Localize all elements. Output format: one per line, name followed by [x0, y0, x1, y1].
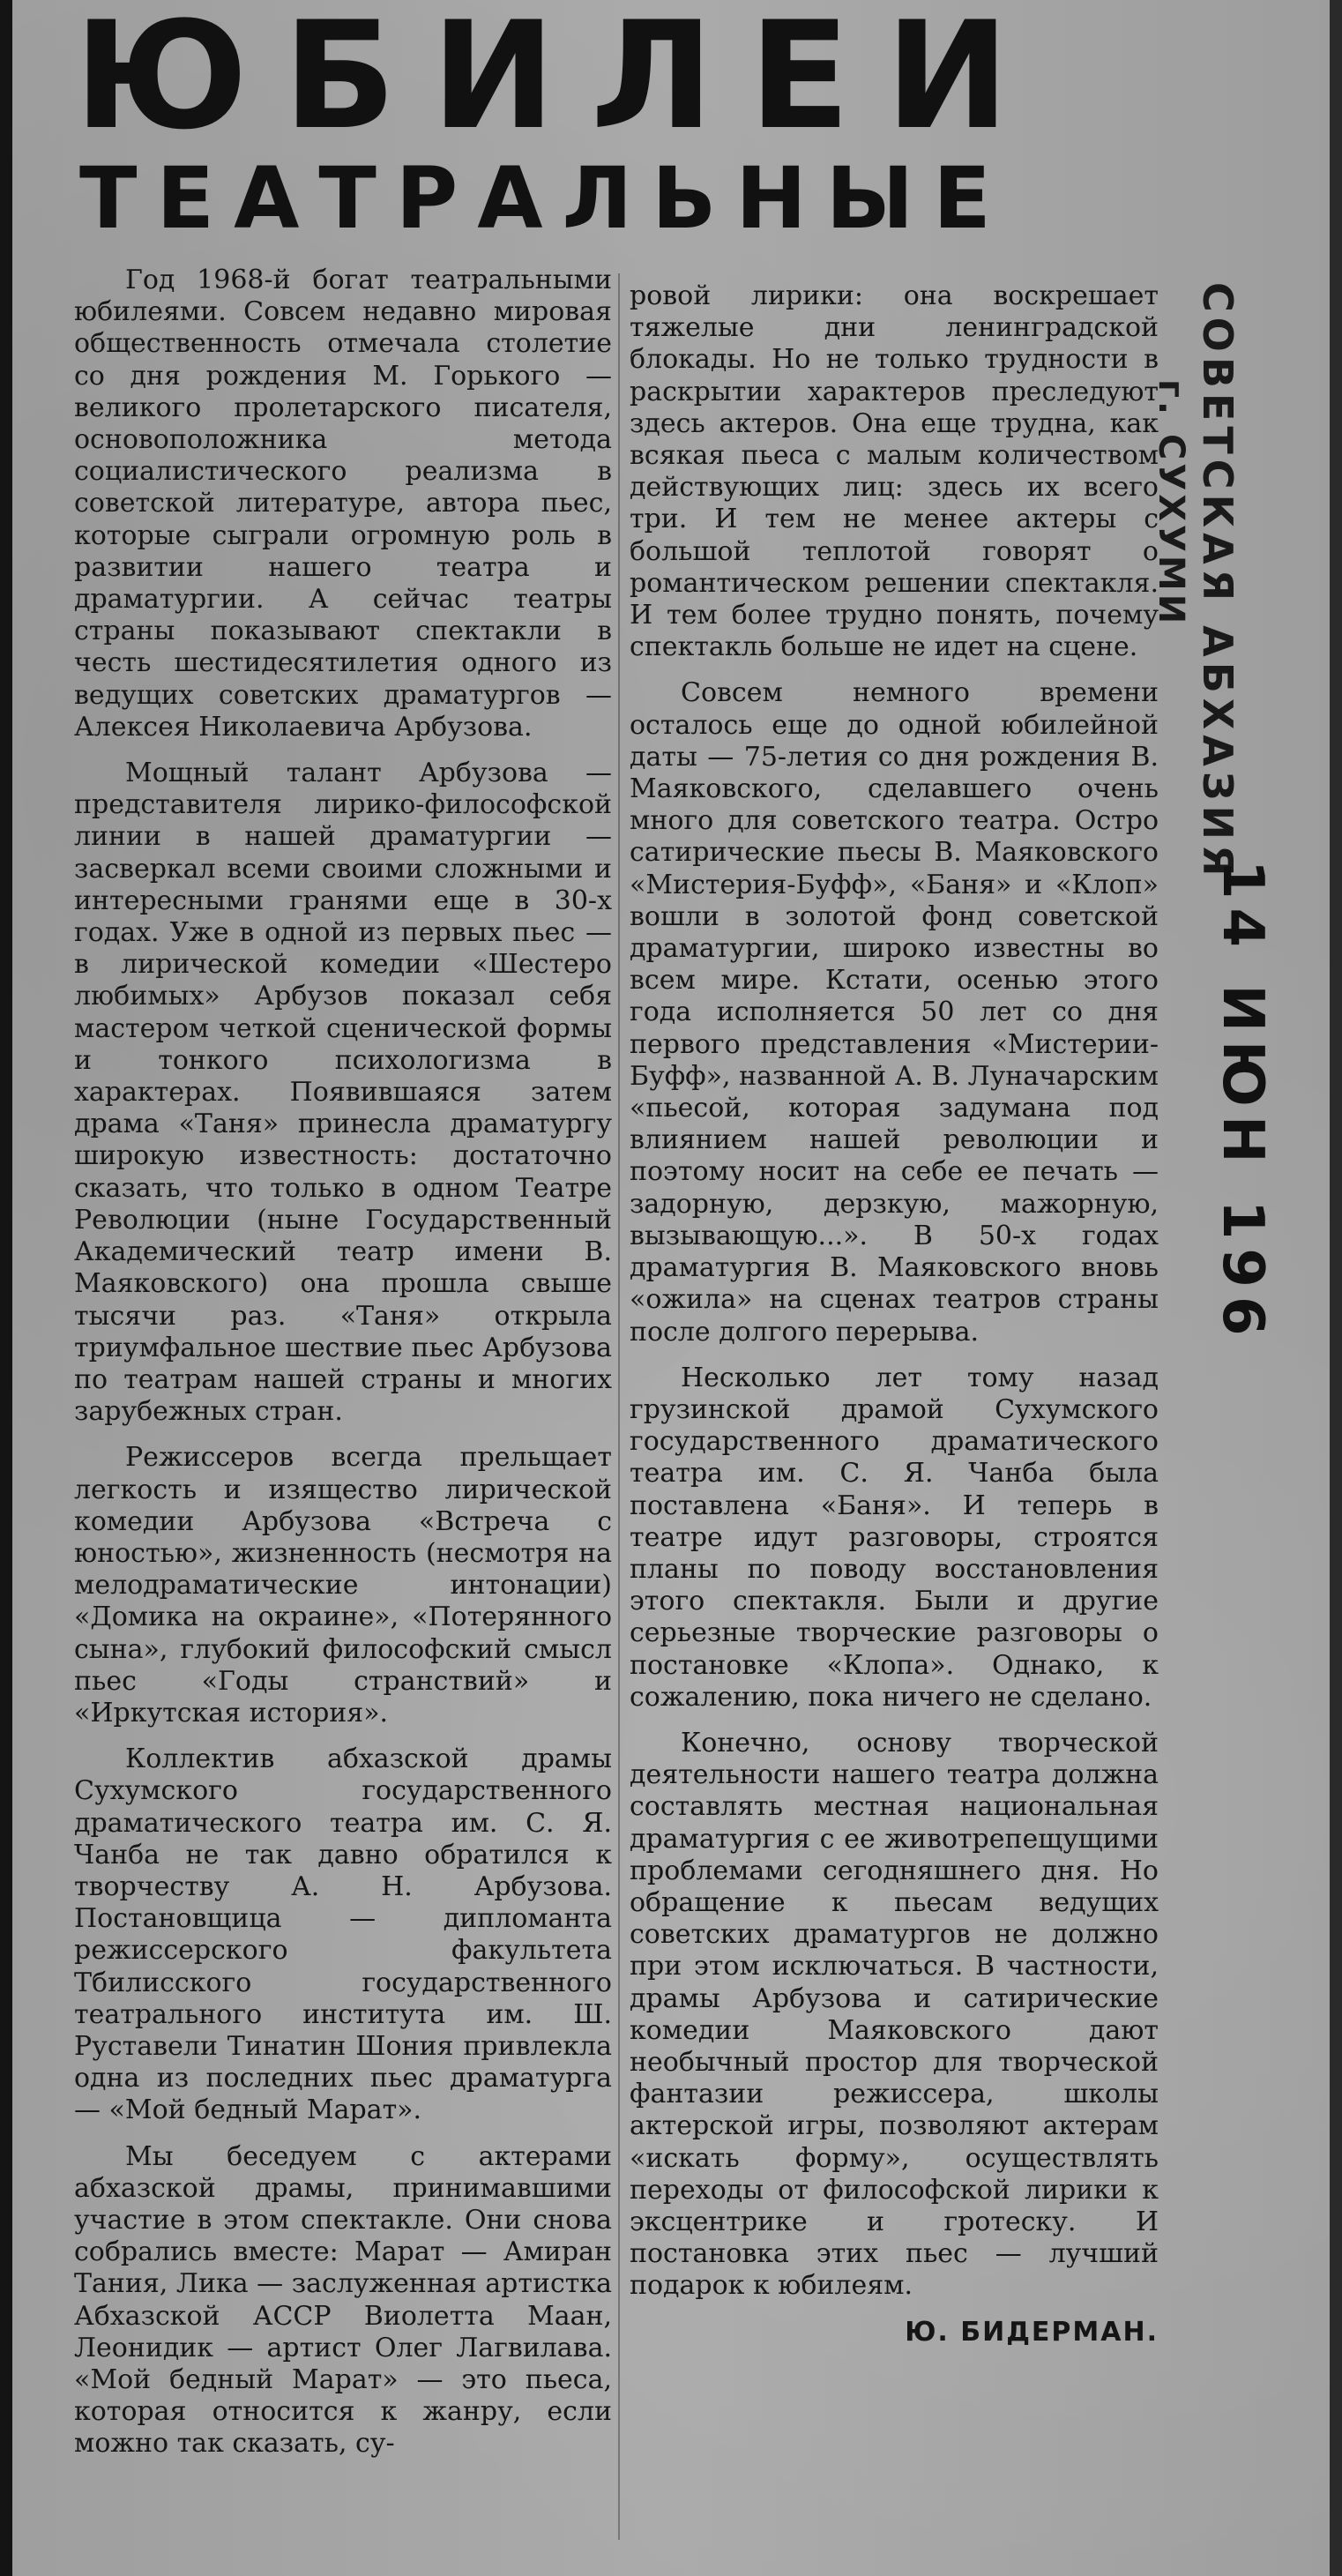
paragraph: Год 1968-й богат театральными юбилеями. Совсем недавно мировая общественность отмечала столетие со дня рождения М. Горького — великого пролетарского писателя, основоположника метода социалистического реализма в советской литературе, автора пьес, которые сыграли огромную роль в развитии нашего театра и драматургии. А сейчас театры страны показывают спектакли в честь шестидесятилетия одного из ведущих советских драматургов — Алексея Николаевича Арбузова. [74, 265, 612, 743]
paragraph: Конечно, основу творческой деятельности нашего театра должна составлять местная национальная драматургия с ее животрепещущими проблемами сегодняшнего дня. Но обращение к пьесам ведущих советских драматургов не должно при этом исключаться. В частности, драмы Арбузова и сатирические комедии Маяковского дают необычный простор для творческой фантазии режиссера, школы актерской игры, позволяют актерам «искать форму», осуществлять переходы от философской лирики к эксцентрике и гротеску. И постановка этих пьес — лучший подарок к юбилеям. [630, 1727, 1159, 2302]
page-edge-shadow [0, 0, 12, 2576]
stamp-date: 14 ИЮН 196 [1210, 860, 1275, 1345]
newspaper-clipping [12, 0, 1330, 2576]
column-divider [618, 273, 620, 2540]
headline: ЮБИЛЕИ [74, 0, 1045, 162]
article-column-2 [630, 280, 1159, 2576]
paragraph: Несколько лет тому назад грузинской драмой Сухумского государственного драматического театра им. С. Я. Чанба была поставлена «Баня». И теперь в театре идут разговоры, строятся планы по поводу восстановления этого спектакля. Были и другие серьезные творческие разговоры о постановке «Клопа». Однако, к сожалению, пока ничего не сделано. [630, 1362, 1159, 1713]
author-signature: Ю. БИДЕРМАН. [905, 2316, 1159, 2348]
paragraph: Режиссеров всегда прельщает легкость и изящество лирической комедии Арбузова «Встреча с юностью», жизненность (несмотря на мелодраматические интонации) «Домика на окраине», «Потерянного сына», глубокий философский смысл пьес «Годы странствий» и «Иркутская история». [74, 1442, 612, 1729]
newspaper-stamp [1149, 282, 1242, 881]
paragraph: ровой лирики: она воскрешает тяжелые дни ленинградской блокады. Но не только трудности в раскрытии характеров преследуют здесь актеров. Она еще трудна, как всякая пьеса с малым количеством действующих лиц: здесь их всего три. И тем не менее актеры с большой теплотой говорят о романтическом решении спектакля. И тем более трудно понять, почему спектакль больше не идет на сцене. [630, 280, 1159, 663]
stamp-city: г. СУХУМИ [1151, 379, 1191, 628]
stamp-newspaper-name: СОВЕТСКАЯ АБХАЗИЯ [1194, 282, 1241, 882]
subheadline: ТЕАТРАЛЬНЫЕ [79, 149, 1010, 248]
article-column-1 [74, 265, 612, 2566]
paragraph: Коллектив абхазской драмы Сухумского государственного драматического театра им. С. Я. Чанба не так давно обратился к творчеству А. Н. Арбузова. Постановщица — дипломанта режиссерского факультета Тбилисского государственного театрального института им. Ш. Руставели Тинатин Шония привлекла одна из последних пьес драматурга — «Мой бедный Марат». [74, 1743, 612, 2126]
paragraph: Мы беседуем с актерами абхазской драмы, принимавшими участие в этом спектакле. Они снова собрались вместе: Марат — Амиран Тания, Лика — заслуженная артистка Абхазской АССР Виолетта Маан, Леонидик — артист Олег Лагвилава. «Мой бедный Марат» — это пьеса, которая относится к жанру, если можно так сказать, су- [74, 2140, 612, 2460]
paragraph: Совсем немного времени осталось еще до одной юбилейной даты — 75-летия со дня рождения В. Маяковского, сделавшего очень много для советского театра. Остро сатирические пьесы В. Маяковского «Мистерия-Буфф», «Баня» и «Клоп» вошли в золотой фонд советской драматургии, широко известны во всем мире. Кстати, осенью этого года исполняется 50 лет со дня первого представления «Мистерии-Буфф», названной А. В. Луначарским «пьесой, которая задумана под влиянием нашей революции и поэтому носит на себе ее печать — задорную, дерзкую, мажорную, вызывающую...». В 50-х годах драматургия В. Маяковского вновь «ожила» на сценах театров страны после долгого перерыва. [630, 677, 1159, 1348]
paragraph: Мощный талант Арбузова — представителя лирико-философской линии в нашей драматургии — засверкал всеми своими сложными и интересными гранями еще в 30-х годах. Уже в одной из первых пьес — в лирической комедии «Шестеро любимых» Арбузов показал себя мастером четкой сценической формы и тонкого психологизма в характерах. Появившаяся затем драма «Таня» принесла драматургу широкую известность: достаточно сказать, что только в одном Театре Революции (ныне Государственный Академический театр имени В. Маяковского) она прошла свыше тысячи раз. «Таня» открыла триумфальное шествие пьес Арбузова по театрам нашей страны и многих зарубежных стран. [74, 758, 612, 1428]
